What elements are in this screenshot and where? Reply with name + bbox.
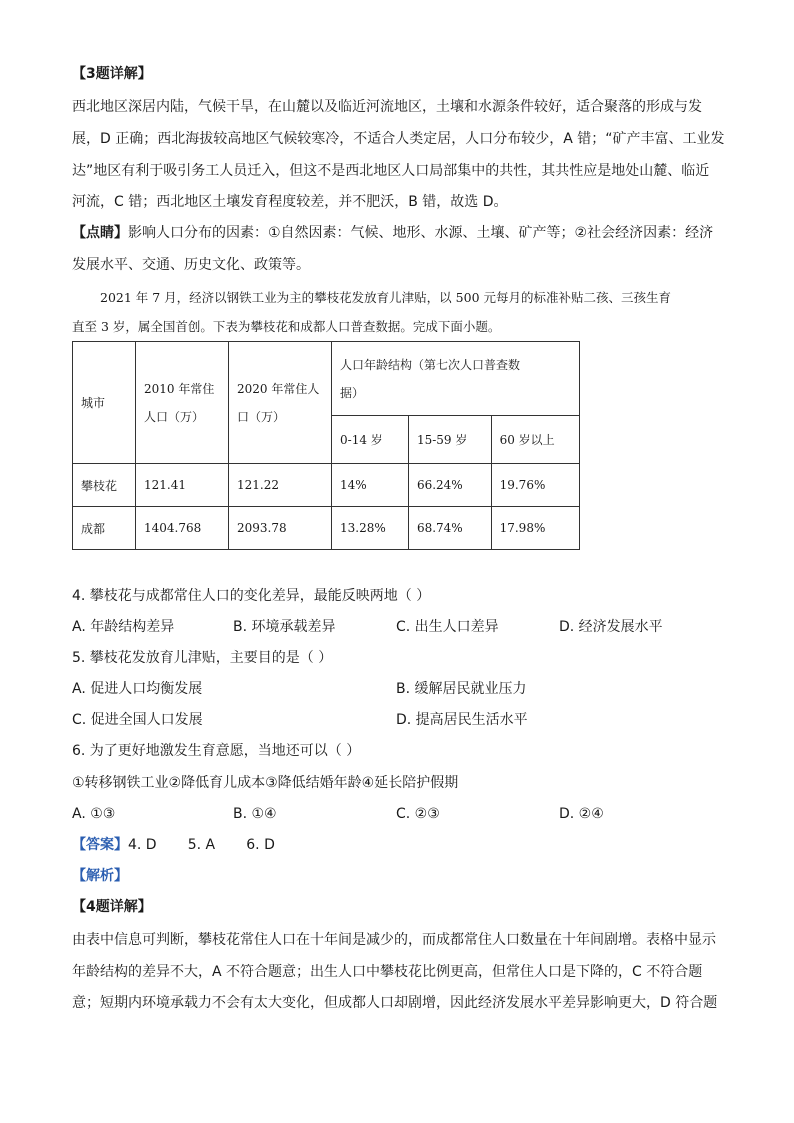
header-age-15-59: 15-59 岁 <box>408 416 491 464</box>
analysis-label: 【解析】 <box>72 868 128 884</box>
q6-option-d: D. ②④ <box>559 806 604 822</box>
q5-option-c: C. 促进全国人口发展 <box>72 712 203 728</box>
cell-pop-2010: 121.41 <box>136 464 229 507</box>
tip-label: 【点睛】 <box>72 225 128 241</box>
q5-stem: 5. 攀枝花发放育儿津贴，主要目的是（ ） <box>72 650 333 666</box>
q4-option-a: A. 年龄结构差异 <box>72 619 175 635</box>
q4-option-b: B. 环境承载差异 <box>233 619 336 635</box>
q3-detail-heading: 【3题详解】 <box>72 66 152 82</box>
cell-city: 攀枝花 <box>73 464 136 507</box>
q4-detail-heading: 【4题详解】 <box>72 899 152 915</box>
answer-text: 4. D 5. A 6. D <box>128 837 275 853</box>
table-row <box>73 507 580 550</box>
population-table <box>72 341 580 550</box>
q3-detail-line: 河流，C 错；西北地区土壤发育程度较差，并不肥沃，B 错，故选 D。 <box>72 194 508 210</box>
intro-line: 2021 年 7 月，经济以钢铁工业为主的攀枝花发放育儿津贴，以 500 元每月的标准补贴二孩、三孩生育 <box>100 290 671 305</box>
cell-age-15-59: 68.74% <box>408 507 491 550</box>
tip-line <box>72 223 713 243</box>
q3-detail-line: 西北地区深居内陆，气候干旱，在山麓以及临近河流地区，土壤和水源条件较好，适合聚落的形成与发 <box>72 99 702 115</box>
q4-option-d: D. 经济发展水平 <box>559 619 663 635</box>
cell-age-0-14: 13.28% <box>332 507 409 550</box>
q4-detail-line: 年龄结构的差异不大，A 不符合题意；出生人口中攀枝花比例更高，但常住人口是下降的，C 不符合题 <box>72 964 703 980</box>
header-age-0-14: 0-14 岁 <box>332 416 409 464</box>
cell-age-60-plus: 17.98% <box>491 507 579 550</box>
q6-stem: 6. 为了更好地激发生育意愿，当地还可以（ ） <box>72 743 361 759</box>
q3-detail-line: 达”地区有利于吸引务工人员迁入，但这不是西北地区人口局部集中的共性，其共性应是地处山麓、临近 <box>72 163 710 179</box>
q6-option-a: A. ①③ <box>72 806 116 822</box>
cell-pop-2010: 1404.768 <box>136 507 229 550</box>
header-age-60-plus: 60 岁以上 <box>491 416 579 464</box>
q3-detail-line: 展，D 正确；西北海拔较高地区气候较寒冷，不适合人类定居，人口分布较少，A 错；“矿产丰富、工业发 <box>72 131 725 147</box>
q6-items: ①转移钢铁工业②降低育儿成本③降低结婚年龄④延长陪护假期 <box>72 775 459 791</box>
q6-option-c: C. ②③ <box>396 806 440 822</box>
header-pop-2010: 2010 年常住 人口（万） <box>136 342 229 464</box>
q6-option-b: B. ①④ <box>233 806 277 822</box>
q5-option-b: B. 缓解居民就业压力 <box>396 681 527 697</box>
q4-option-c: C. 出生人口差异 <box>396 619 499 635</box>
q4-detail-line: 由表中信息可判断，攀枝花常住人口在十年间是减少的，而成都常住人口数量在十年间剧增。表格中显示 <box>72 932 716 948</box>
tip-text: 影响人口分布的因素：①自然因素：气候、地形、水源、土壤、矿产等；②社会经济因素：经济 <box>128 225 714 241</box>
cell-pop-2020: 121.22 <box>229 464 332 507</box>
q4-detail-line: 意；短期内环境承载力不会有太大变化，但成都人口却剧增，因此经济发展水平差异影响更大，D 符合题 <box>72 995 718 1011</box>
answer-label: 【答案】 <box>72 837 128 853</box>
cell-age-0-14: 14% <box>332 464 409 507</box>
q4-stem: 4. 攀枝花与成都常住人口的变化差异，最能反映两地（ ） <box>72 588 431 604</box>
cell-pop-2020: 2093.78 <box>229 507 332 550</box>
cell-age-60-plus: 19.76% <box>491 464 579 507</box>
q5-option-a: A. 促进人口均衡发展 <box>72 681 203 697</box>
cell-city: 成都 <box>73 507 136 550</box>
header-age-structure: 人口年龄结构（第七次人口普查数 据） <box>332 342 580 416</box>
intro-line: 直至 3 岁，属全国首创。下表为攀枝花和成都人口普查数据。完成下面小题。 <box>72 319 501 334</box>
header-pop-2020: 2020 年常住人 口（万） <box>229 342 332 464</box>
q5-option-d: D. 提高居民生活水平 <box>396 712 528 728</box>
tip-line: 发展水平、交通、历史文化、政策等。 <box>72 257 310 273</box>
header-city: 城市 <box>73 342 136 464</box>
table-row <box>73 464 580 507</box>
cell-age-15-59: 66.24% <box>408 464 491 507</box>
answer-line <box>72 835 275 855</box>
